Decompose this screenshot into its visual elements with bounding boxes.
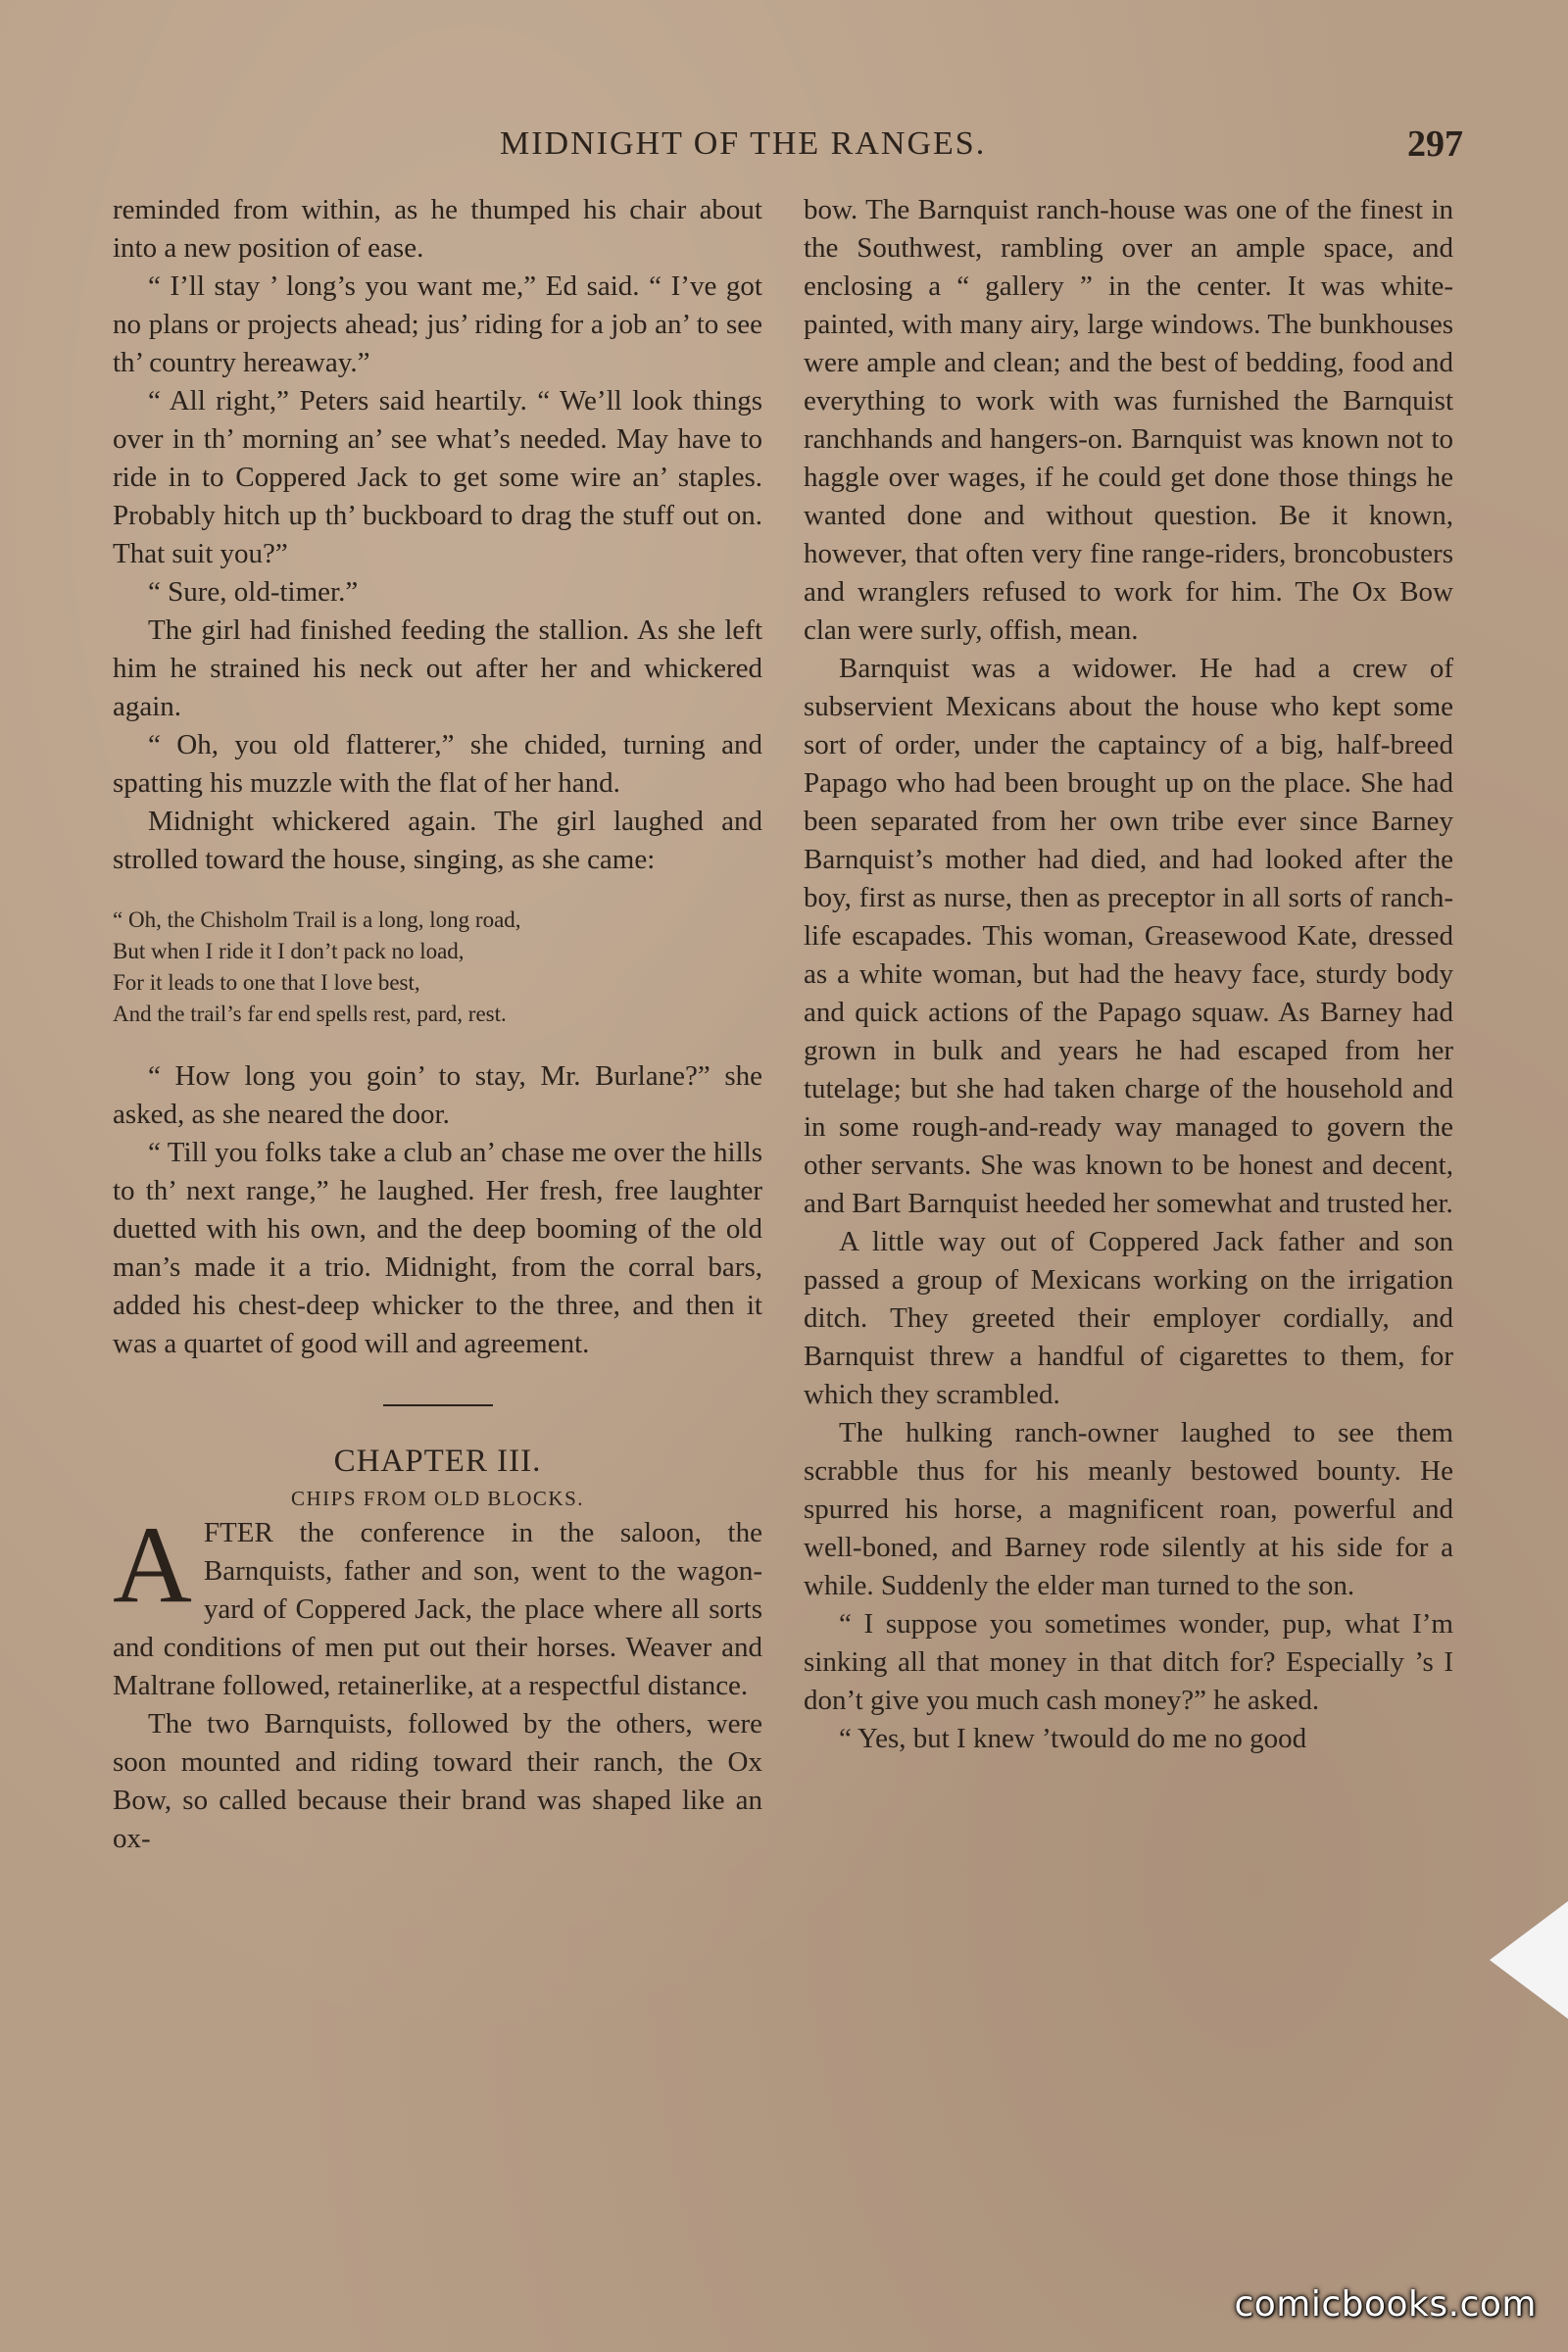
opening-text: FTER the conference in the saloon, the Barnquists, father and son, went to the wagon-yard of Coppered Jack, the place where all sorts and conditions of men put out their horses. Weaver and Maltrane followed, retainerlike, at a respectful distance. — [113, 1517, 762, 1701]
paragraph: “ How long you goin’ to stay, Mr. Burlane?” she asked, as she neared the door. — [113, 1060, 762, 1130]
verse-line: “ Oh, the Chisholm Trail is a long, long road, — [113, 907, 521, 932]
paragraph: reminded from within, as he thumped his chair about into a new position of ease. — [113, 194, 762, 264]
verse-line: And the trail’s far end spells rest, pard, rest. — [113, 1002, 507, 1026]
paragraph: “ Yes, but I knew ’twould do me no good — [839, 1723, 1307, 1754]
torn-corner — [1490, 1901, 1568, 2019]
chapter-title: CHAPTER III. — [333, 1444, 542, 1479]
paragraph: bow. The Barnquist ranch-house was one of the finest in the Southwest, rambling over an ample space, and enclosing a “ gallery ” in the center. It was white-painted, with many airy, large windows. The bunkhouses were ample and clean; and the best of bedding, food and everything to work with was furnished the Barnquist ranchhands and hangers-on. Barnquist was known not to haggle over wages, if he could get done those things he wanted done and without question. Be it known, however, that often very fine range-riders, broncobusters and wranglers refused to work for him. The Ox Bow clan were surly, offish, mean. — [804, 194, 1453, 646]
paragraph: “ I’ll stay ’ long’s you want me,” Ed said. “ I’ve got no plans or projects ahead; jus’ riding for a job an’ to see th’ country hereaway.” — [113, 270, 762, 378]
paragraph: “ Till you folks take a club an’ chase me over the hills to th’ next range,” he laughed. Her fresh, free laughter duetted with his own, and the deep booming of the old man’s made it a trio. Midnight, from the corral bars, added his chest-deep whicker to the three, and then it was a quartet of good will and agreement. — [113, 1137, 762, 1359]
song-verse — [113, 905, 762, 1030]
paragraph: The girl had finished feeding the stallion. As she left him he strained his neck out after her and whickered again. — [113, 614, 762, 722]
chapter-opening-paragraph — [113, 1504, 762, 1705]
left-column — [113, 191, 762, 1858]
drop-cap: A — [113, 1504, 192, 1626]
section-divider — [383, 1404, 493, 1406]
paragraph: Midnight whickered again. The girl laughed and strolled toward the house, singing, as she came: — [113, 806, 762, 875]
paragraph: “ All right,” Peters said heartily. “ We’ll look things over in th’ morning an’ see what’s needed. May have to ride in to Coppered Jack to get some wire an’ staples. Probably hitch up th’ buckboard to drag the stuff out on. That suit you?” — [113, 385, 762, 569]
page-number: 297 — [1407, 123, 1463, 165]
verse-line: For it leads to one that I love best, — [113, 970, 420, 995]
chapter-subtitle: CHIPS FROM OLD BLOCKS. — [290, 1487, 585, 1510]
paragraph: “ Oh, you old flatterer,” she chided, turning and spatting his muzzle with the flat of her hand. — [113, 729, 762, 799]
paragraph: “ I suppose you sometimes wonder, pup, what I’m sinking all that money in that ditch for? Especially ’s I don’t give you much cash money?” he asked. — [804, 1608, 1453, 1716]
site-watermark: comicbooks.com — [1234, 2284, 1537, 2325]
page-header — [113, 120, 1463, 169]
paragraph: Barnquist was a widower. He had a crew of subservient Mexicans about the house who kept some sort of order, under the captaincy of a big, half-breed Papago who had been brought up on the place. She had been separated from her own tribe ever since Barney Barnquist’s mother had died, and had looked after the boy, first as nurse, then as preceptor in all sorts of ranch-life escapades. This woman, Greasewood Kate, dressed as a white woman, but had the heavy face, sturdy body and quick actions of the Papago squaw. As Barney had grown in bulk and years he had escaped from her tutelage; but she had taken charge of the household and in some rough-and-ready way managed to govern the other servants. She was known to be honest and decent, and Bart Barnquist heeded her somewhat and trusted her. — [804, 653, 1453, 1219]
running-title: MIDNIGHT OF THE RANGES. — [500, 125, 987, 162]
verse-line: But when I ride it I don’t pack no load, — [113, 939, 465, 963]
right-column — [804, 191, 1453, 1758]
paragraph: “ Sure, old-timer.” — [148, 576, 359, 608]
paragraph: The two Barnquists, followed by the others, were soon mounted and riding toward their ranch, the Ox Bow, so called because their brand was shaped like an ox- — [113, 1708, 762, 1854]
paragraph: The hulking ranch-owner laughed to see them scrabble thus for his meanly bestowed bounty. He spurred his horse, a magnificent roan, powerful and well-boned, and Barney rode silently at his side for a while. Suddenly the elder man turned to the son. — [804, 1417, 1453, 1601]
paragraph: A little way out of Coppered Jack father and son passed a group of Mexicans working on the irrigation ditch. They greeted their employer cordially, and Barnquist threw a handful of cigarettes to them, for which they scrambled. — [804, 1226, 1453, 1410]
